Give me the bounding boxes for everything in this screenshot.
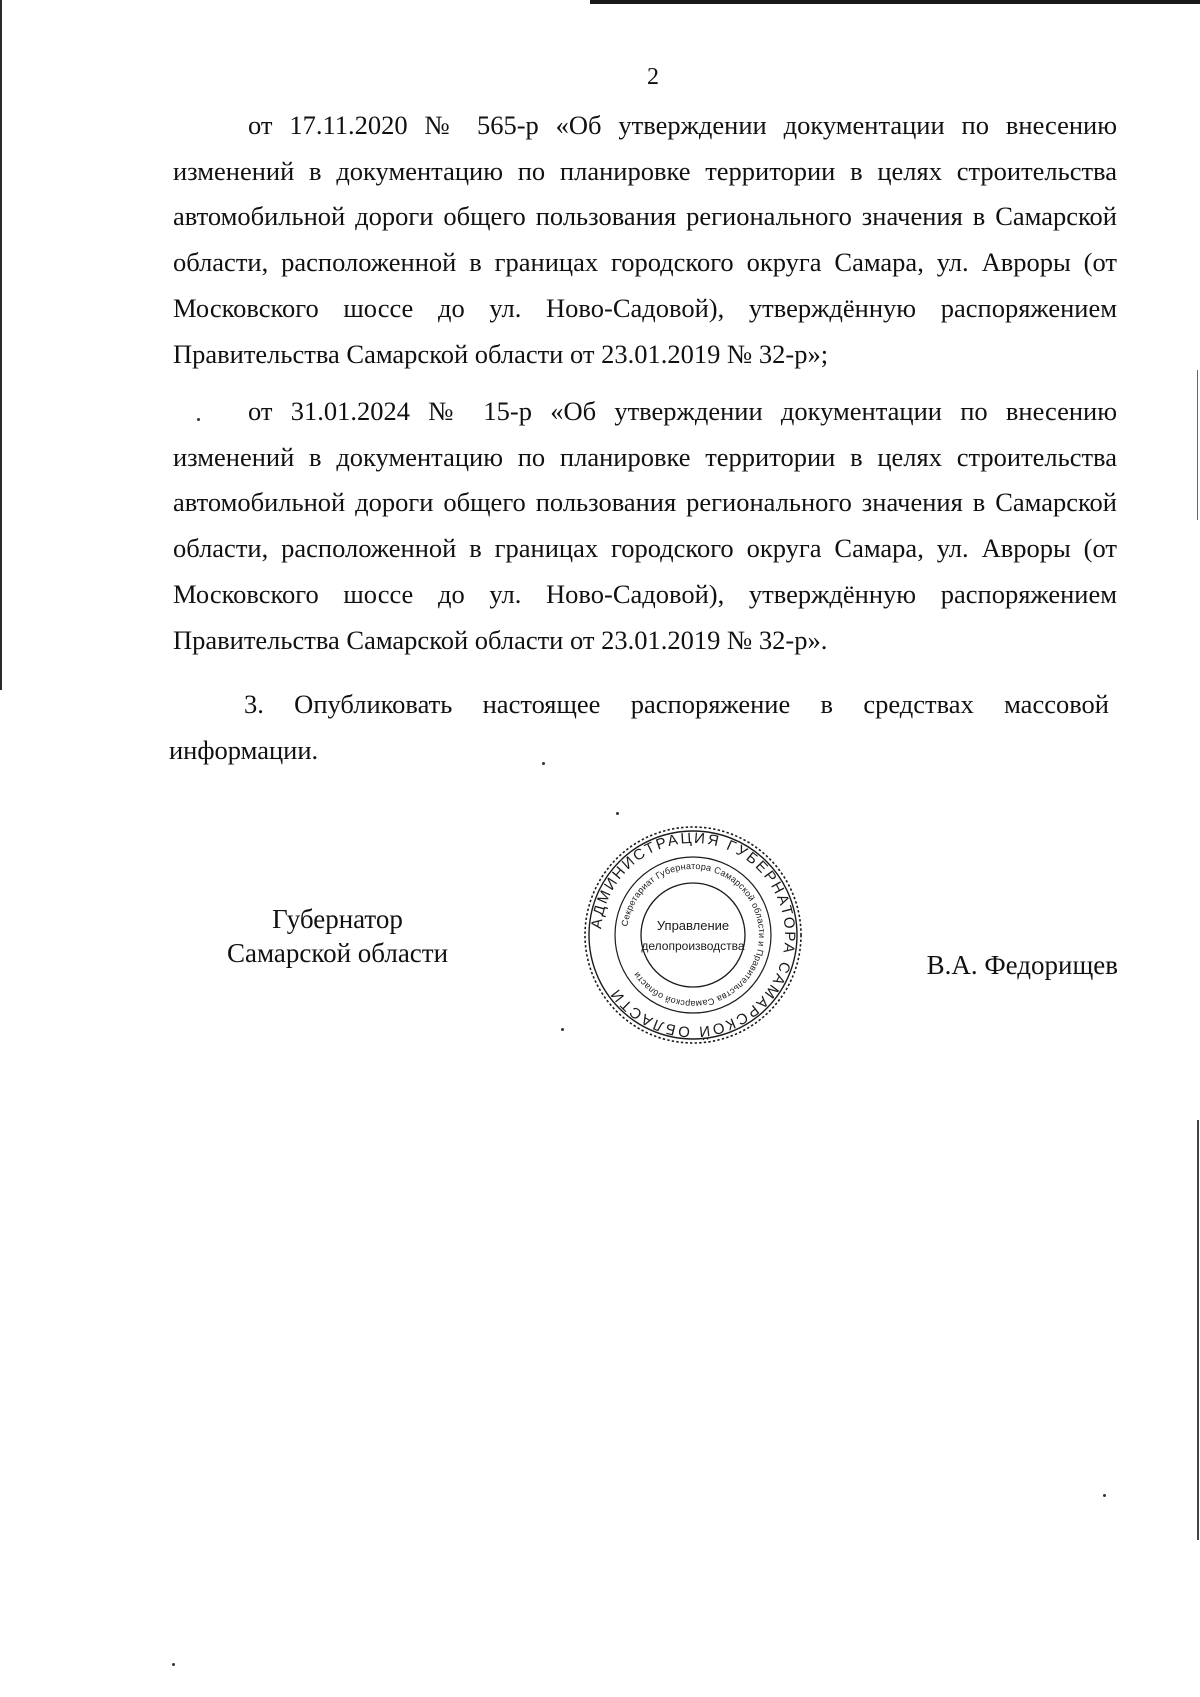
- seal-image: [580, 822, 806, 1048]
- seal-center-line1: Управление: [656, 918, 730, 933]
- scan-speck: [172, 1663, 175, 1666]
- paragraph-publish: 3. Опубликовать настоящее распоряжение в средствах массовой информации.: [169, 689, 1109, 765]
- signatory-position-line2: Самарской области: [226, 938, 449, 968]
- signatory-position-line1: Губернатор: [272, 904, 403, 934]
- scan-edge-top: [590, 0, 1200, 4]
- scan-edge-left: [0, 0, 2, 690]
- paragraph-order-15: от 31.01.2024 № 15-р «Об утверждении документации по внесению изменений в документацию по планировке территории в целях строительства автомобильной дороги общего пользования регионального значения в Самарской области, расположенной в границах городского округа Самара, ул. Авроры (от Московского шоссе до ул. Ново-Садовой), утверждённую распоряжением Правительства Самарской области от 23.01.2019 № 32-р».: [173, 396, 1117, 655]
- scan-speck: [1103, 1494, 1106, 1497]
- seal-center-line2: делопроизводства: [641, 939, 745, 953]
- scan-speck: [616, 812, 619, 815]
- scan-edge-right-mark: [1197, 370, 1198, 520]
- signatory-name: В.А. Федорищев: [926, 950, 1118, 980]
- page-number: 2: [647, 64, 659, 90]
- scan-speck: [542, 762, 545, 765]
- scan-edge-right: [1197, 1120, 1199, 1540]
- official-seal: [580, 822, 806, 1048]
- scan-speck: [561, 1028, 564, 1031]
- signatory-position: [200, 902, 475, 970]
- seal-inner-text: Секретариат Губернатора Самарской области и Правительства Самарской области: [619, 860, 768, 1010]
- paragraph-order-565: от 17.11.2020 № 565-р «Об утверждении документации по внесению изменений в документацию по планировке территории в целях строительства автомобильной дороги общего пользования регионального значения в Самарской области, расположенной в границах городского округа Самара, ул. Авроры (от Московского шоссе до ул. Ново-Садовой), утверждённую распоряжением Правительства Самарской области от 23.01.2019 № 32-р»;: [173, 110, 1117, 369]
- scan-speck: [197, 418, 200, 421]
- seal-outer-text: АДМИНИСТРАЦИЯ ГУБЕРНАТОРА САМАРСКОЙ ОБЛАСТИ: [588, 829, 799, 1041]
